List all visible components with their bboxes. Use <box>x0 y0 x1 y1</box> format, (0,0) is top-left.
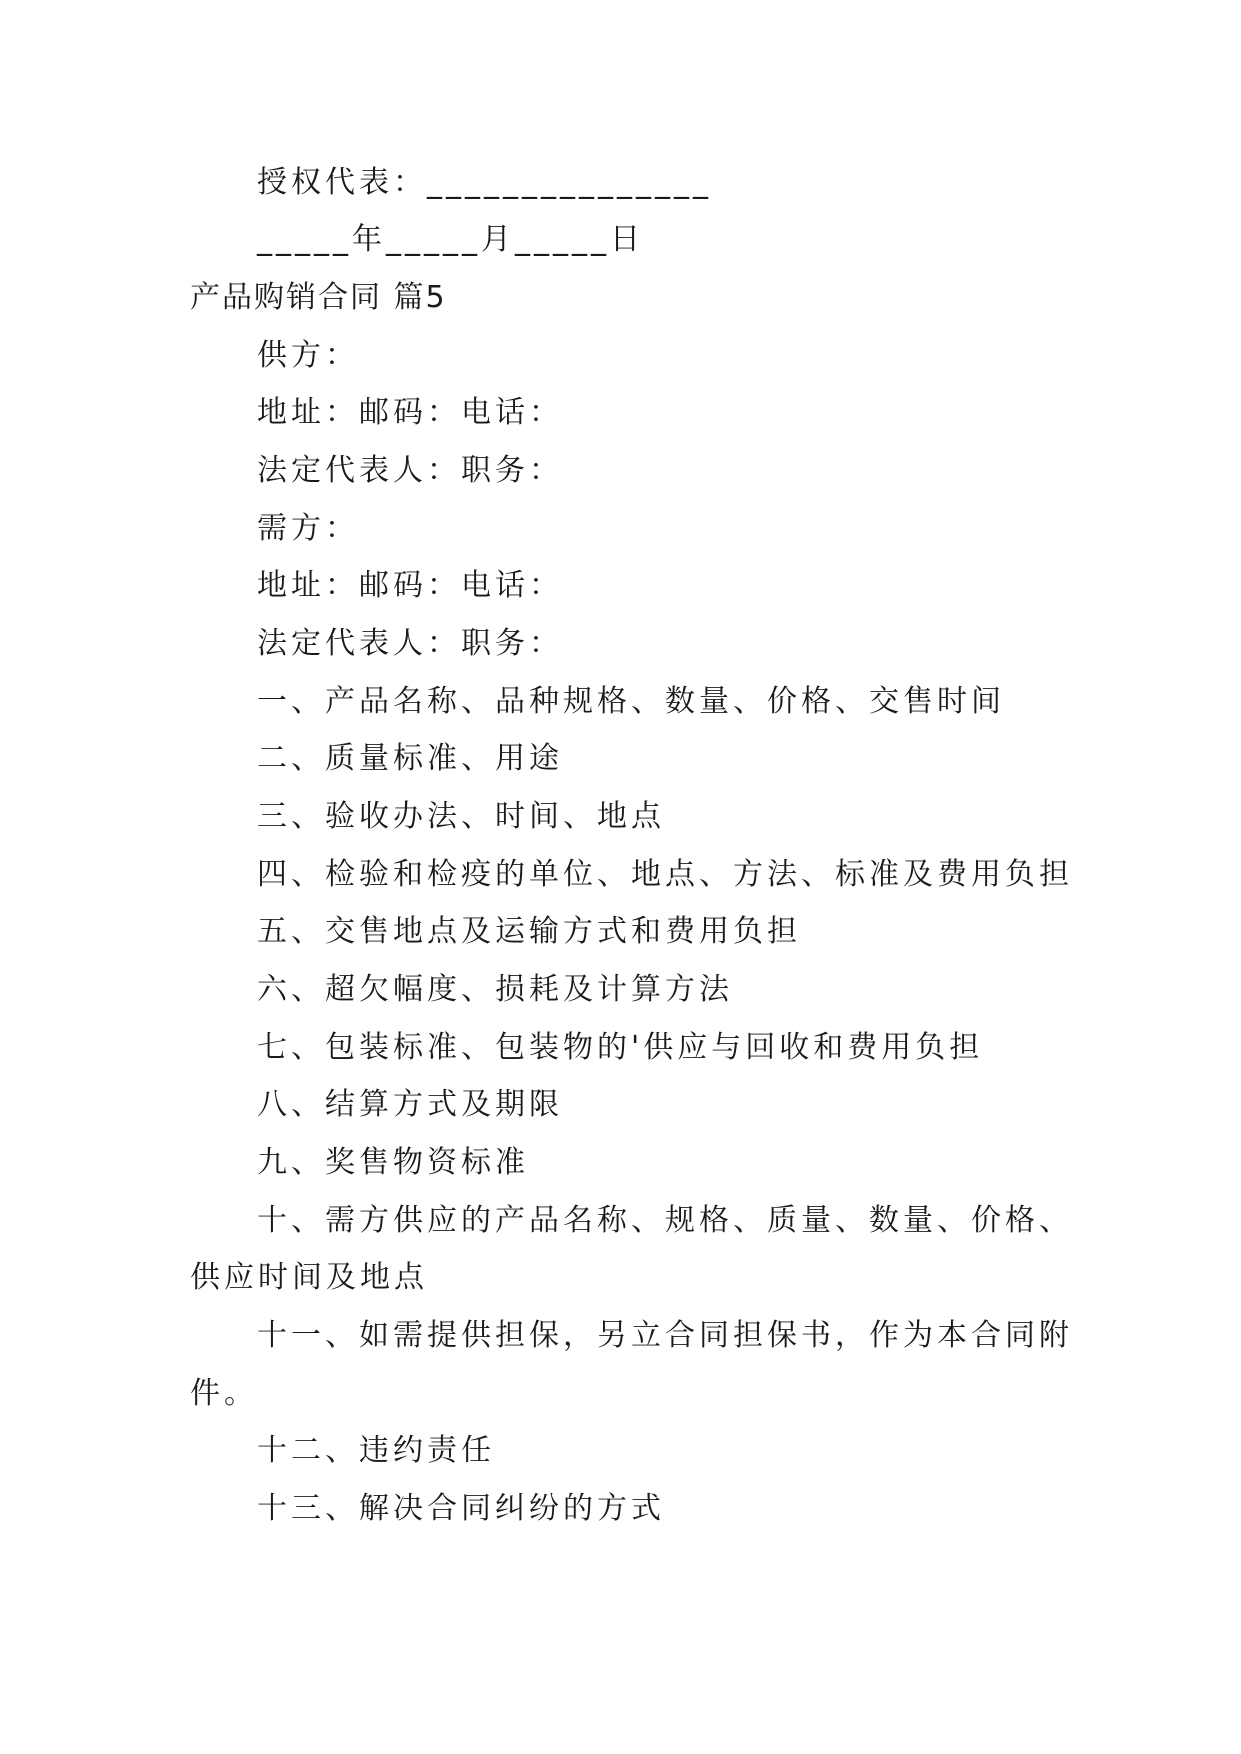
supplier-label: 供方： <box>257 338 359 373</box>
clause-1: 一、产品名称、品种规格、数量、价格、交售时间 <box>257 684 1005 719</box>
clause-10-line-1: 十、需方供应的产品名称、规格、质量、数量、价格、 <box>257 1203 1073 1238</box>
buyer-legal-rep-line: 法定代表人：职务： <box>257 626 563 661</box>
clause-11-line-2: 件。 <box>190 1376 258 1411</box>
clause-13: 十三、解决合同纠纷的方式 <box>257 1491 665 1526</box>
clause-12: 十二、违约责任 <box>257 1433 495 1468</box>
clause-3: 三、验收办法、时间、地点 <box>257 799 665 834</box>
clause-6: 六、超欠幅度、损耗及计算方法 <box>257 972 733 1007</box>
authorized-representative-line: 授权代表：_______________ <box>257 165 712 200</box>
buyer-address-line: 地址：邮码：电话： <box>257 568 563 603</box>
clause-5: 五、交售地点及运输方式和费用负担 <box>257 914 801 949</box>
clause-8: 八、结算方式及期限 <box>257 1087 563 1122</box>
clause-4: 四、检验和检疫的单位、地点、方法、标准及费用负担 <box>257 857 1073 892</box>
clause-11-line-1: 十一、如需提供担保，另立合同担保书，作为本合同附 <box>257 1318 1073 1353</box>
clause-2: 二、质量标准、用途 <box>257 741 563 776</box>
supplier-legal-rep-line: 法定代表人：职务： <box>257 453 563 488</box>
section-title: 产品购销合同 篇5 <box>190 280 447 315</box>
supplier-address-line: 地址：邮码：电话： <box>257 395 563 430</box>
clause-10-line-2: 供应时间及地点 <box>190 1260 428 1295</box>
date-line: _____年_____月_____日 <box>257 222 644 257</box>
clause-9: 九、奖售物资标准 <box>257 1145 529 1180</box>
clause-7: 七、包装标准、包装物的'供应与回收和费用负担 <box>257 1030 984 1065</box>
buyer-label: 需方： <box>257 511 359 546</box>
